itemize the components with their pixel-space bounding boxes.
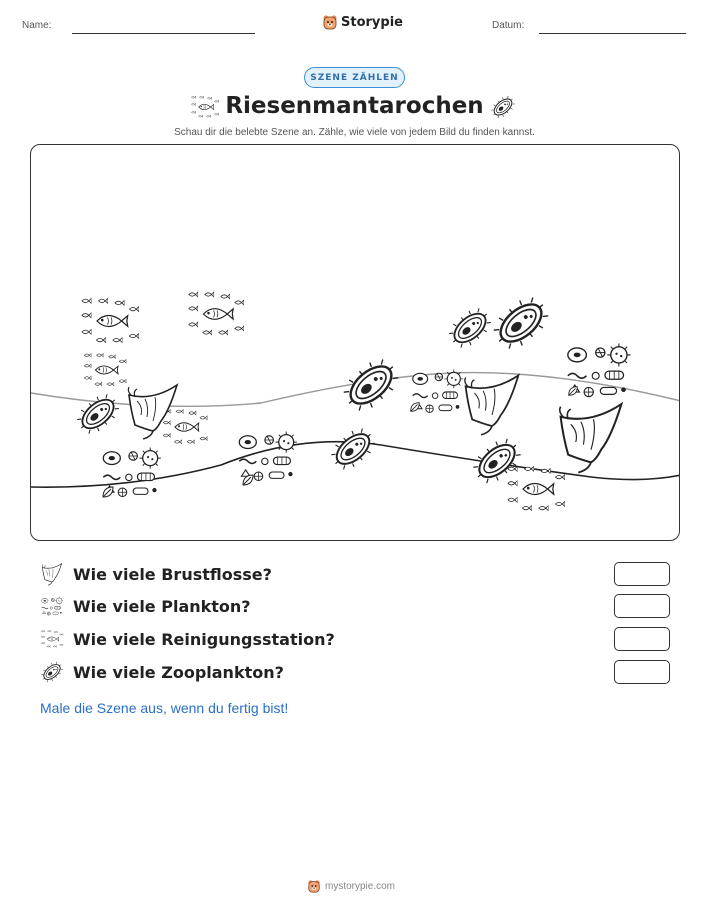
answer-box[interactable] [614, 562, 670, 586]
zooplankton-icon [490, 94, 516, 120]
zooplankton-icon [444, 303, 495, 352]
bear-logo-icon [322, 14, 338, 30]
question-row-reinigungsstation [40, 626, 670, 652]
activity-badge: SZENE ZÄHLEN [304, 67, 405, 88]
question-text: Wie viele Plankton? [73, 596, 251, 616]
fish-school-icon [163, 409, 207, 443]
name-label: Name: [22, 20, 52, 31]
footer [307, 879, 395, 893]
date-label: Datum: [492, 20, 525, 31]
date-line[interactable] [539, 33, 686, 34]
question-row-zooplankton [40, 659, 670, 685]
fish-school-icon [189, 292, 244, 335]
footer-site[interactable]: mystorypie.com [325, 880, 396, 892]
colouring-instruction: Male die Szene aus, wenn du fertig bist! [40, 700, 289, 716]
manta-ray-icon [560, 404, 622, 472]
question-row-brustflosse [40, 561, 670, 587]
zooplankton-icon [326, 423, 379, 474]
answer-box[interactable] [614, 660, 670, 684]
question-text: Wie viele Brustflosse? [73, 564, 272, 584]
question-text: Wie viele Zooplankton? [73, 662, 284, 682]
instructions: Schau dir die belebte Szene an. Zähle, wie viele von jedem Bild du finden kannst. [174, 127, 535, 138]
plankton-cluster-icon [413, 370, 463, 413]
fish-school-icon [40, 627, 64, 651]
name-line[interactable] [72, 33, 255, 34]
zooplankton-icon [40, 660, 64, 684]
zooplankton-icon [72, 389, 123, 438]
question-text: Wie viele Reinigungsstation? [73, 629, 335, 649]
manta-ray-icon [40, 562, 64, 586]
question-row-plankton [40, 593, 670, 619]
page-title: Riesenmantarochen [225, 93, 484, 119]
brand-name: Storypie [341, 14, 403, 30]
plankton-cluster-icon [40, 594, 64, 618]
zooplankton-icon [488, 291, 555, 355]
scene-illustration [31, 145, 680, 541]
bear-logo-icon [307, 879, 321, 893]
answer-box[interactable] [614, 594, 670, 618]
answer-box[interactable] [614, 627, 670, 651]
manta-ray-icon [465, 375, 519, 434]
brand-logo [322, 14, 403, 30]
fish-school-icon [82, 298, 139, 342]
fish-school-icon [84, 353, 126, 386]
scene-frame [30, 144, 680, 541]
